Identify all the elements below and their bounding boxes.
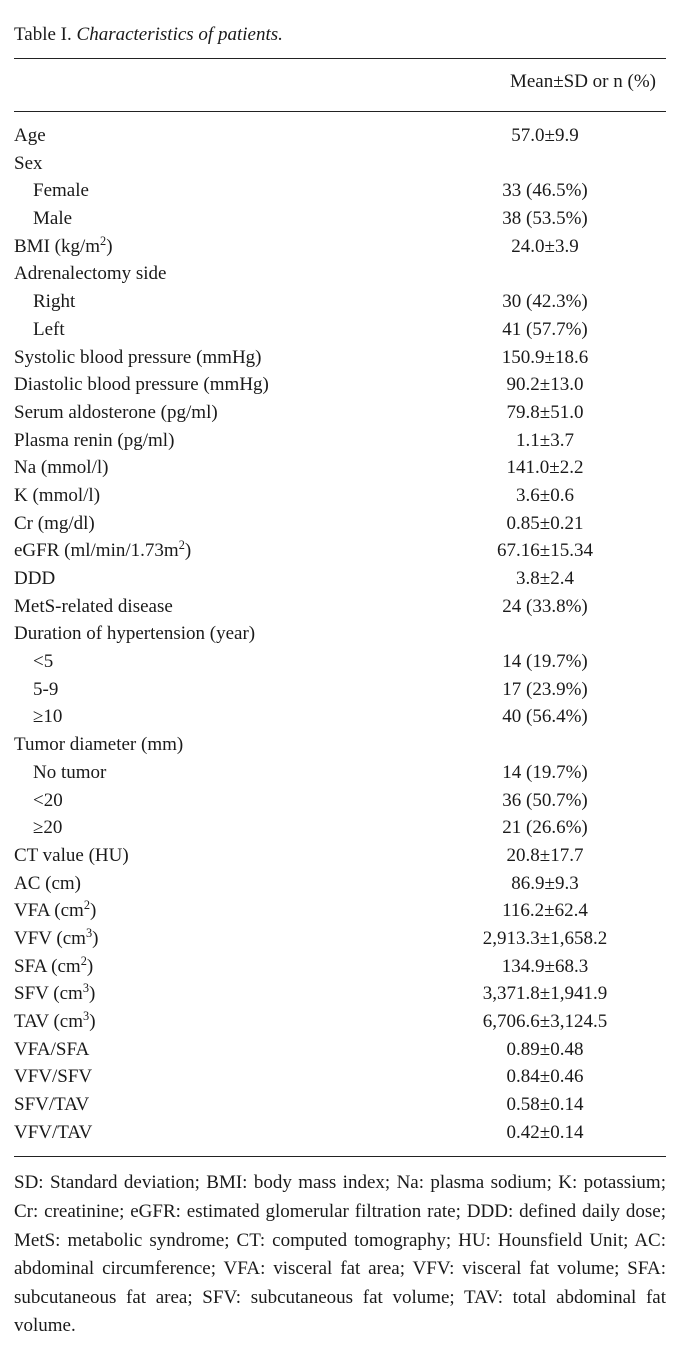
row-label: SFA $(cm^2)$: [14, 953, 94, 977]
row-value: 3.8±2.4: [516, 568, 574, 589]
row-label: SFV/TAV: [14, 1094, 90, 1116]
row-label: Male: [33, 208, 73, 230]
table-row: [14, 454, 666, 482]
row-value: 0.42±0.14: [506, 1121, 584, 1143]
table-row: [14, 150, 666, 178]
table-row: [14, 233, 666, 261]
row-label: Systolic blood pressure (mmHg): [14, 346, 262, 368]
row-label: <5: [33, 651, 54, 673]
row-label: <20: [33, 789, 63, 811]
row-label: eGFR $(ml/\min/1.73m^2)$: [14, 538, 192, 562]
table-footnote: SD: Standard deviation; BMI: body mass index; Na: plasma sodium; K: potassium; Cr: creatinine; eGFR: estimated glomerular filtration rate; DDD: defined daily dose; MetS: metabolic syndrome; CT: computed tomography; HU: Hounsfield Unit; AC: abdominal circumference; VFA: visceral fat area; VFV: visceral fat volume; SFA: subcutaneous fat area; SFV: subcutaneous fat volume; TAV: total abdominal fat volume.: [14, 1172, 666, 1337]
row-label: K (mmol/l): [14, 484, 101, 506]
table-row: [14, 1008, 666, 1036]
table-header: [14, 59, 666, 111]
row-value: 20.8±17.7: [506, 844, 584, 866]
row-label: Right: [33, 291, 76, 313]
table-row: [14, 399, 666, 427]
row-value: 90.2±13.0: [506, 374, 584, 396]
row-value: 2,913.3±1,658.2: [482, 927, 608, 949]
row-value: 3.6±0.6: [516, 484, 574, 506]
row-label: Tumor diameter (mm): [14, 734, 184, 756]
table-row: [14, 953, 666, 981]
row-value: 79.8±51.0: [506, 401, 584, 423]
row-value: 24 (33.8%): [502, 595, 588, 617]
table-row: [14, 870, 666, 898]
row-label: TAV $(cm^3)$: [14, 1009, 96, 1032]
row-label: CT value (HU): [14, 844, 129, 866]
column-header: Mean±SD or n (%): [509, 71, 656, 92]
row-label: Female: [33, 180, 89, 202]
table-row: [14, 842, 666, 870]
table-row: [14, 537, 666, 565]
table-row: [14, 1063, 666, 1091]
row-value: 14 (19.7%): [502, 761, 588, 783]
row-value: 116.2±62.4: [502, 900, 588, 922]
table-row: [14, 980, 666, 1008]
table-row: [14, 288, 666, 316]
table-row: [14, 316, 666, 344]
row-value: 17 (23.9%): [502, 678, 588, 700]
row-label: Sex: [14, 152, 43, 174]
row-label: MetS-related disease: [14, 595, 173, 617]
table-row: [14, 676, 666, 704]
row-label: Serum aldosterone (pg/ml): [14, 401, 218, 423]
table-row: [14, 344, 666, 372]
row-value: 1.1±3.7: [516, 429, 574, 451]
table-row: [14, 787, 666, 815]
table-row: [14, 371, 666, 399]
row-value: 30 (42.3%): [502, 291, 588, 313]
row-value: 0.85±0.21: [506, 512, 584, 534]
row-label: BMI $(kg/m^2)$: [14, 233, 113, 257]
table-body: [14, 112, 666, 1156]
row-label: Duration of hypertension (year): [14, 623, 256, 645]
row-value: 6,706.6±3,124.5: [482, 1011, 608, 1032]
row-label: Plasma renin (pg/ml): [14, 429, 175, 451]
row-value: 141.0±2.2: [506, 457, 584, 479]
table-container: [14, 0, 666, 1341]
table-row: [14, 814, 666, 842]
row-value: 36 (50.7%): [502, 789, 588, 811]
row-value: 40 (56.4%): [502, 706, 588, 728]
table-row: [14, 703, 666, 731]
row-value: 0.58±0.14: [506, 1094, 584, 1116]
table-row: [14, 427, 666, 455]
table-row: [14, 510, 666, 538]
row-label: ≥10: [33, 706, 63, 728]
table-row: [14, 1036, 666, 1064]
table-row: [14, 925, 666, 953]
table-row: [14, 122, 666, 150]
row-label: No tumor: [33, 761, 107, 783]
table-row: [14, 648, 666, 676]
table-title: Characteristics of patients.: [76, 24, 283, 45]
table-row: [14, 482, 666, 510]
row-value: 21 (26.6%): [502, 817, 588, 839]
row-label: Left: [33, 318, 65, 340]
table-label: Table I.: [14, 24, 72, 45]
row-label: Na (mmol/l): [14, 457, 109, 479]
row-label: AC (cm): [14, 872, 82, 894]
row-value: 3,371.8±1,941.9: [482, 983, 608, 1005]
table-caption: [14, 22, 666, 48]
row-label: Adrenalectomy side: [14, 263, 167, 285]
table-row: [14, 177, 666, 205]
row-label: DDD: [14, 568, 56, 589]
row-value: 33 (46.5%): [502, 180, 588, 202]
row-value: 38 (53.5%): [502, 208, 588, 230]
row-label: VFA/SFA: [14, 1038, 90, 1060]
row-value: 67.16±15.34: [497, 540, 593, 562]
row-label: VFV/TAV: [14, 1121, 93, 1143]
row-label: 5-9: [33, 678, 59, 700]
table-row: [14, 205, 666, 233]
row-value: 0.84±0.46: [506, 1066, 584, 1088]
table-row: [14, 593, 666, 621]
row-label: Cr (mg/dl): [14, 512, 95, 534]
row-value: 24.0±3.9: [511, 235, 579, 257]
table-row: [14, 565, 666, 593]
table-row: [14, 731, 666, 759]
row-label: SFV $(cm^3)$: [14, 981, 96, 1005]
row-label: Age: [14, 125, 46, 146]
row-value: 41 (57.7%): [502, 318, 588, 340]
table-row: [14, 260, 666, 288]
table-row: [14, 620, 666, 648]
row-label: Diastolic blood pressure (mmHg): [14, 374, 269, 396]
row-label: ≥20: [33, 817, 63, 839]
table-row: [14, 897, 666, 925]
row-label: VFV $(cm^3)$: [14, 926, 99, 949]
table-row: [14, 1091, 666, 1119]
bottom-rule: [14, 1156, 666, 1157]
row-value: 134.9±68.3: [501, 955, 589, 977]
table-row: [14, 759, 666, 787]
row-value: 57.0±9.9: [511, 125, 579, 146]
row-value: 86.9±9.3: [511, 872, 579, 894]
row-value: 0.89±0.48: [506, 1038, 584, 1060]
table-row: [14, 1119, 666, 1147]
row-value: 14 (19.7%): [502, 651, 588, 673]
row-label: VFA $(cm^2)$: [14, 898, 97, 922]
row-label: VFV/SFV: [14, 1066, 93, 1088]
row-value: 150.9±18.6: [501, 346, 589, 368]
